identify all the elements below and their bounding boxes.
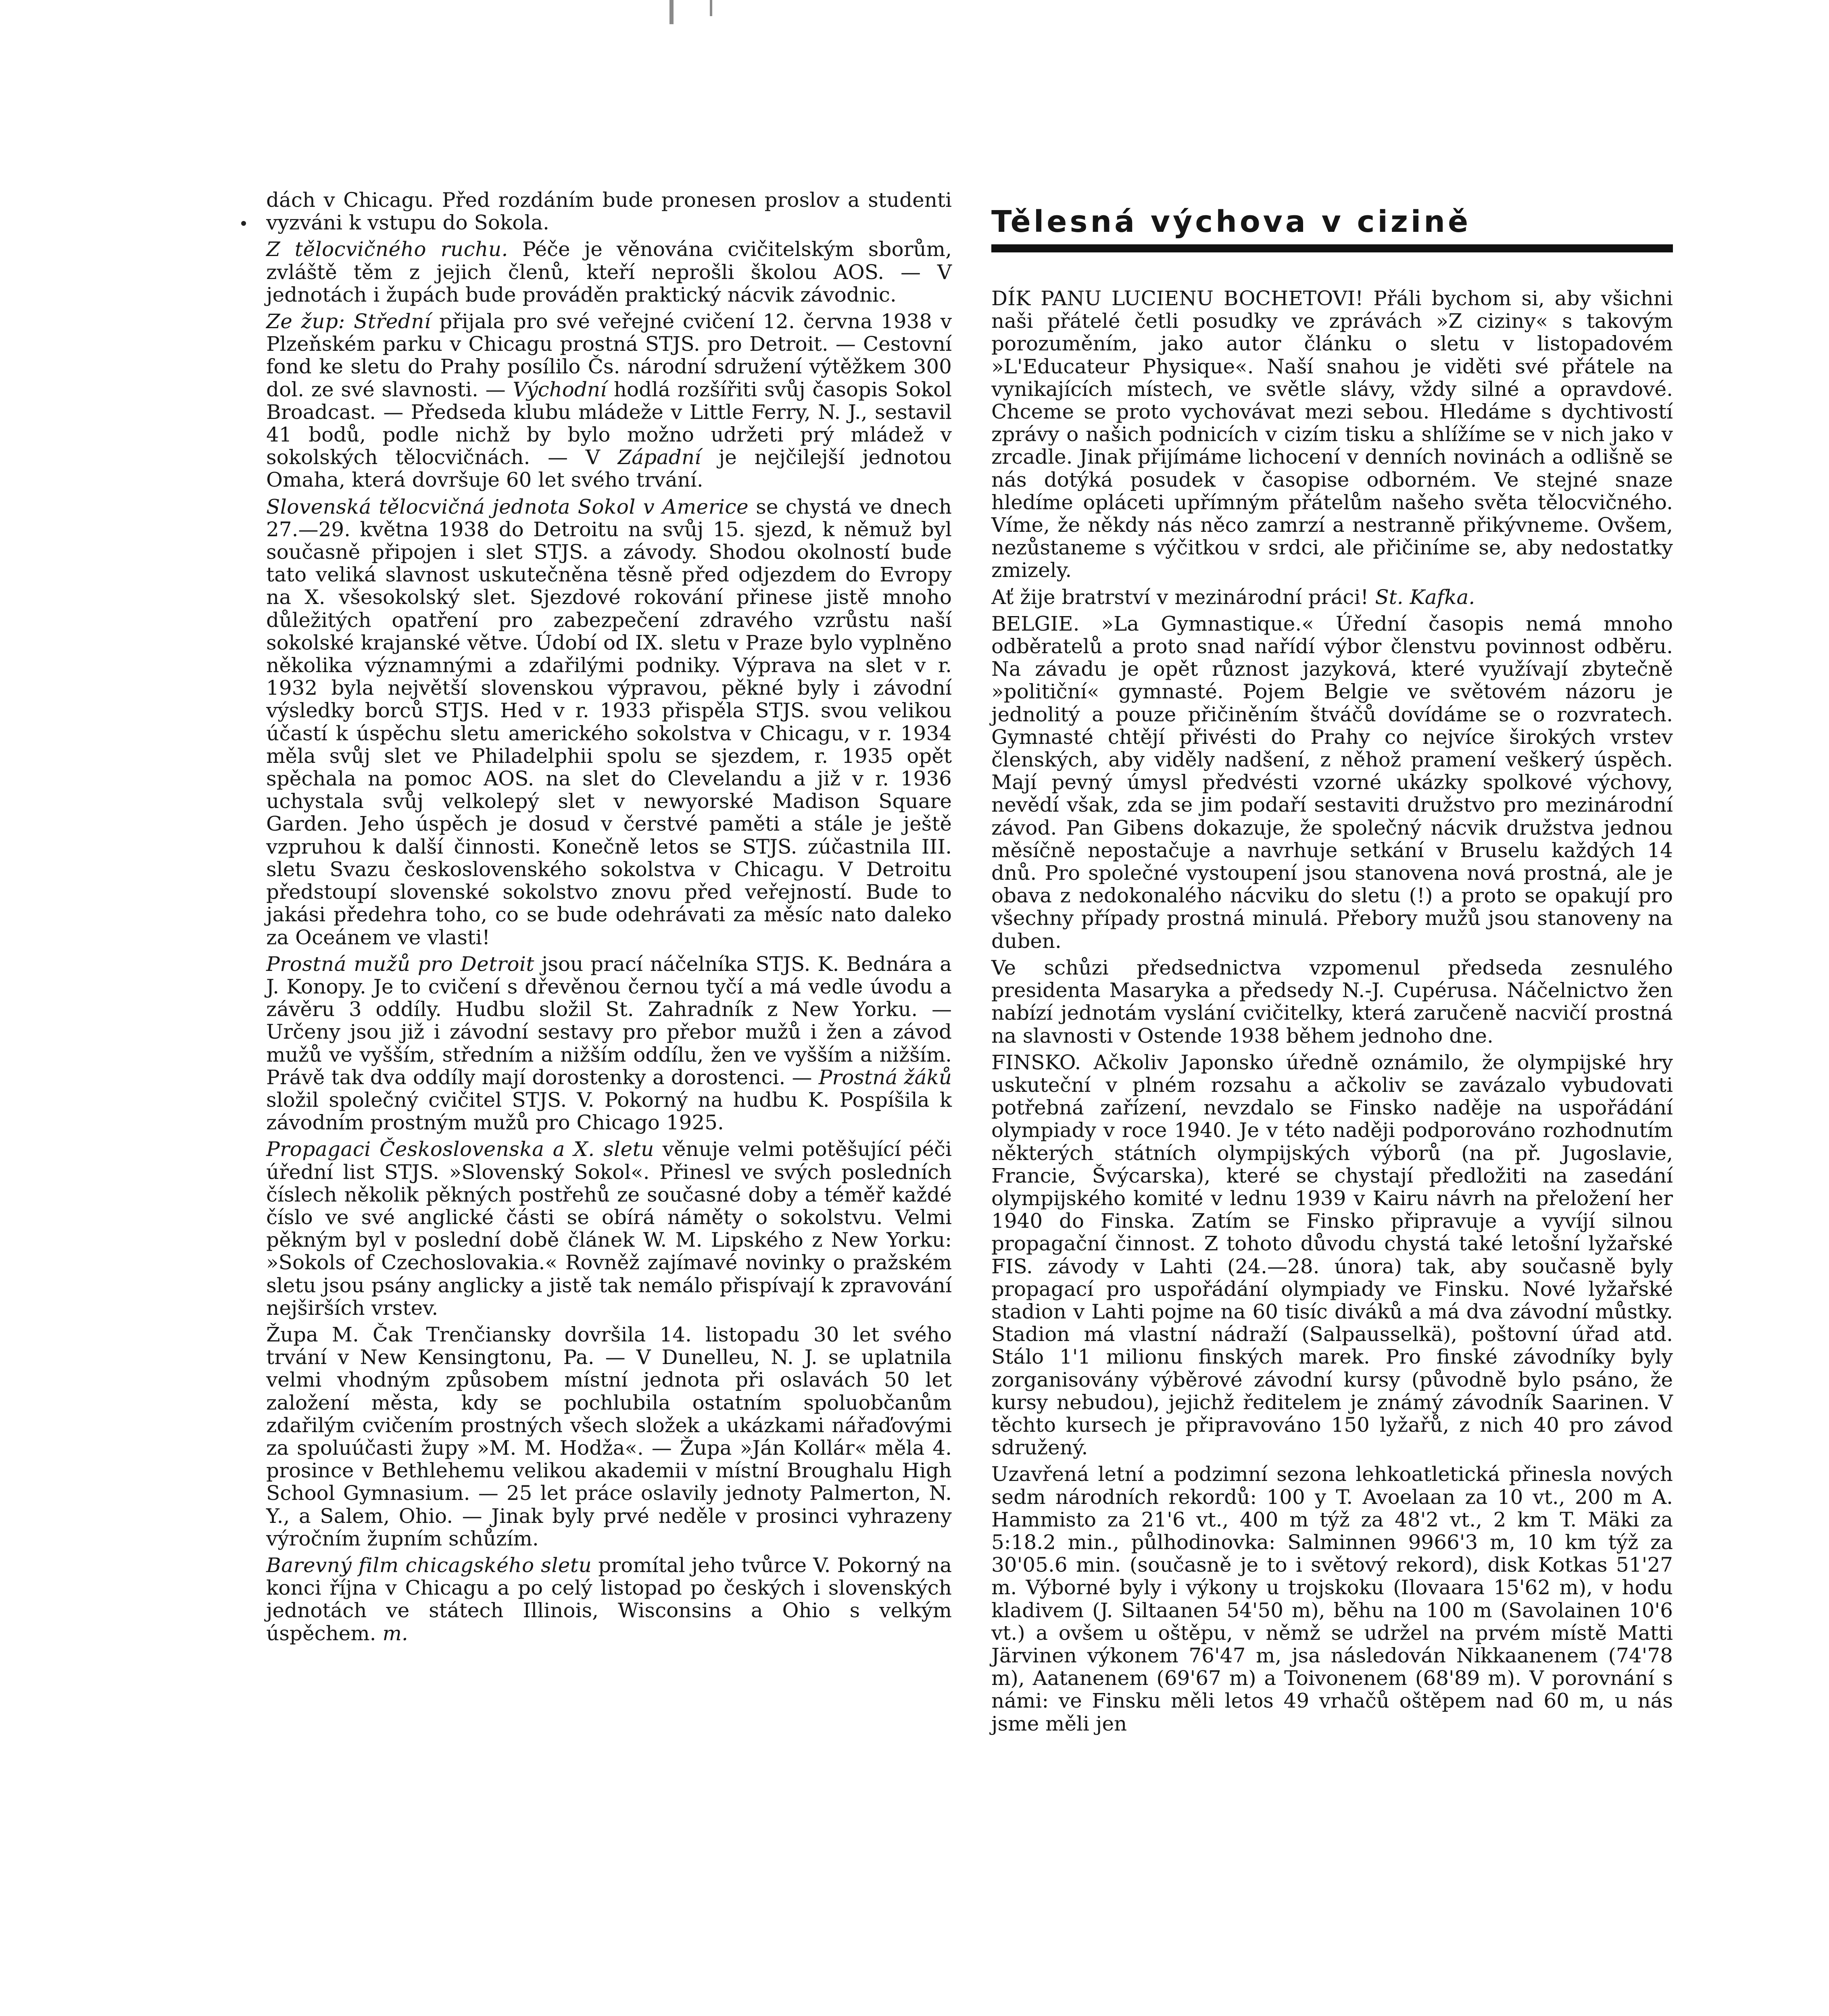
paragraph <box>266 1138 952 1319</box>
paragraph-text: je nejčilejší jednotou Omaha, která dovršuje 60 let svého trvání. <box>266 446 952 492</box>
paragraph-text: Uzavřená letní a podzimní sezona lehkoatletická přinesla nových sedm národních rekordů: 100 y T. Avoelaan za 10 vt., 200 m A. Hammisto za 21'6 vt., 400 m týž za 48'2 vt., 2 km T. Mäki za 5:18.2 min., půlhodinovka: Salminnen 9966'3 m, 10 km týž za 30'05.6 min. (současně je to i světový rekord), disk Kotkas 51'27 m. Výborné byly i výkony u trojskoku (Ilovaara 15'62 m), v hodu kladivem (J. Siltaanen 54'50 m), běhu na 100 m (Savolainen 10'6 vt.) a ovšem u oštěpu, v němž se udržel na prvém místě Matti Järvinen výkonem 76'47 m, jsa následován Nikkaanenem (74'78 m), Aatanenem (69'67 m) a Toivonenem (68'89 m). V porovnání s námi: ve Finsku měli letos 49 vrhačů oštěpem nad 60 m, u nás jsme měli jen <box>991 1462 1673 1735</box>
paragraph <box>991 956 1673 1047</box>
paragraph <box>266 238 952 306</box>
paragraph <box>991 287 1673 582</box>
emphasis: Prostná žáků <box>818 1065 952 1089</box>
fold-mark <box>710 0 712 16</box>
paragraph-lead: Z tělocvičného ruchu. <box>266 237 508 261</box>
paragraph-text: dách v Chicagu. Před rozdáním bude pronesen proslov a studenti vyzváni k vstupu do Sokola. <box>266 188 952 235</box>
emphasis: Západní <box>617 446 701 469</box>
paragraph <box>991 612 1673 952</box>
section-title: Tělesná výchova v cizině <box>991 202 1673 252</box>
paragraph-lead: Propagaci Československa a X. sletu <box>266 1137 654 1161</box>
paragraph-lead: Barevný film chicagského sletu <box>266 1553 592 1577</box>
paragraph-text: složil společný cvičitel STJS. V. Pokorný na hudbu K. Pospíšila k závodním prostným mužů pro Chicago 1925. <box>266 1088 952 1135</box>
paragraph <box>266 496 952 949</box>
paragraph-text: DÍK PANU LUCIENU BOCHETOVI! Přáli bychom si, aby všichni naši přátelé četli posudky ve zprávách »Z ciziny« s takovým porozuměním, jako autor článku o sletu v listopadovém »L'Educateur Physique«. Naší snahou je viděti své přátele na vynikajících místech, ve světle slávy, vždy silné a opravdové. Chceme se proto vychovávat mezi sebou. Hledáme s dychtivostí zprávy o našich podnicích v cizím tisku a shlížíme se v nich jako v zrcadle. Jinak přijímáme lichocení v denních novinách a odlišně se nás dotýká posudek v časopise odborném. Ve stejné snaze hledíme opláceti upřímným přátelům našeho světa tělocvičného. Víme, že někdy nás něco zamrzí a nestranně přikývneme. Ovšem, nezůstaneme s výčitkou v srdci, ale přičiníme se, aby nedostatky zmizely. <box>991 287 1673 582</box>
author-signature: St. Kafka. <box>1375 585 1475 609</box>
paragraph <box>991 586 1673 608</box>
paragraph-text: jsou prací náčelníka STJS. K. Bednára a J. Konopy. Je to cvičení s dřevěnou černou tyčí a má vedle úvodu a závěru 3 oddíly. Hudbu složil St. Zahradník z New Yorku. — Určeny jsou již i závodní sestavy pro přebor mužů i žen a závod mužů ve vyšším, středním a nižším oddílu, žen ve vyšším a nižším. Právě tak dva oddíly mají dorostenky a dorostenci. — <box>266 952 952 1089</box>
paragraph-text: promítal jeho tvůrce V. Pokorný na konci října v Chicagu a po celý listopad po českých i slovenských jednotách ve státech Illinois, Wisconsins a Ohio s velkým úspěchem. <box>266 1553 952 1645</box>
left-column <box>266 189 952 1649</box>
paragraph-text: se chystá ve dnech 27.—29. května 1938 do Detroitu na svůj 15. sjezd, k němuž byl současně připojen i slet STJS. a závody. Shodou okolností bude tato veliká slavnost uskutečněna těsně před odjezdem do Evropy na X. všesokolský slet. Sjezdové rokování přinese jistě mnoho důležitých opatření pro zabezpečení zdravého vzrůstu naší sokolské krajanské větve. Údobí od IX. sletu v Praze bylo vyplněno několika významnými a zdařilými podniky. Výprava na slet v r. 1932 byla největší slovenskou výpravou, pěkné byly i závodní výsledky borců STJS. Hed v r. 1933 přispěla STJS. svou velikou účastí k úspěchu sletu amerického sokolstva v Chicagu, v r. 1934 měla svůj slet ve Philadelphii spolu se sjezdem, r. 1935 opět spěchala na pomoc AOS. na slet do Clevelandu a již v r. 1936 uchystala svůj velkolepý slet v newyorské Madison Square Garden. Jeho úspěch je dosud v čerstvé paměti a stále je ještě vzpruhou k další činnosti. Konečně letos se STJS. zúčastnila III. sletu Svazu československého sokolstva v Chicagu. V Detroitu předstoupí slovenské sokolstvo znovu před veřejností. Bude to jakási předehra toho, co se bude odehrávati za měsíc nato daleko za Oceánem ve vlasti! <box>266 495 952 949</box>
paragraph-lead: Slovenská tělocvičná jednota Sokol v Americe <box>266 495 749 519</box>
paragraph <box>991 1463 1673 1735</box>
paragraph-lead: Ze žup: Střední <box>266 310 431 333</box>
paragraph-text: Ať žije bratrství v mezinárodní práci! <box>991 585 1369 609</box>
paragraph <box>266 310 952 492</box>
emphasis: Východní <box>513 377 607 401</box>
paragraph-text: přijala pro své veřejné cvičení 12. června 1938 v Plzeňském parku v Chicagu prostná STJS. pro Detroit. — Cestovní fond ke sletu do Prahy posílilo Čs. národní sdružení výtěžkem 300 dol. ze své slavnosti. — <box>266 310 952 401</box>
paragraph <box>266 953 952 1134</box>
paragraph <box>266 189 952 234</box>
author-signature: m. <box>382 1621 408 1645</box>
margin-speck <box>241 221 246 226</box>
paragraph-text: FINSKO. Ačkoliv Japonsko úředně oznámilo, že olympijské hry uskuteční v plném rozsahu a ačkoliv se zavázalo vybudovati potřebná zařízení, nevzdalo se Finsko naděje na uspořádání olympiady v roce 1940. Je v této naději podporováno rozhodnutím některých státních olympijských výborů (na př. Jugoslavie, Francie, Švýcarska), které se chystají předložiti na zasedání olympijského komité v lednu 1939 v Kairu návrh na přeložení her 1940 do Finska. Zatím se Finsko připravuje a vyvíjí silnou propagační činnost. Z tohoto důvodu chystá také letošní lyžařské FIS. závody v Lahti (24.—28. února) tak, aby současně byly propagací pro uspořádání olympiady ve Finsku. Nové lyžařské stadion v Lahti pojme na 60 tisíc diváků a má dva závodní můstky. Stadion má vlastní nádraží (Salpausselkä), poštovní úřad atd. Stálo 1'1 milionu finských marek. Pro finské závodníky byly zorganisovány výběrové závodní kursy (původně bylo psáno, že kursy nebudou), jejichž ředitelem je známý závodník Saarinen. V těchto kursech je připravováno 150 lyžařů, z nich 40 pro závod sdružený. <box>991 1050 1673 1460</box>
paragraph <box>266 1554 952 1645</box>
paragraph-text: Župa M. Čak Trenčiansky dovršila 14. listopadu 30 let svého trvání v New Kensingtonu, Pa. — V Dunelleu, N. J. se uplatnila velmi vhodným způsobem místní jednota při oslavách 50 let založení města, kdy se pochlubila ostatním spoluobčanům zdařilým cvičením prostných všech složek a ukázkami nářaďovými za spoluúčasti župy »M. M. Hodža«. — Župa »Ján Kollár« měla 4. prosince v Bethlehemu velikou akademii v místní Broughalu High School Gymnasium. — 25 let práce oslavily jednoty Palmerton, N. Y., a Salem, Ohio. — Jinak byly prvé neděle v prosinci vyhrazeny výročním župním schůzím. <box>266 1322 952 1550</box>
paragraph-text: Péče je věnována cvičitelským sborům, zvláště těm z jejich členů, kteří neprošli školou AOS. — V jednotách i župách bude prováděn praktický nácvik závodnic. <box>266 237 952 306</box>
fold-mark <box>669 0 674 24</box>
paragraph-text: BELGIE. »La Gymnastique.« Úřední časopis nemá mnoho odběratelů a proto snad nařídí výbor členstvu povinnost odběru. Na závadu je opět různost jazyková, které využívají zbytečně »političní« gymnasté. Pojem Belgie ve světovém názoru je jednolitý a pouze přičiněním štváčů dovídáme se o rozvratech. Gymnasté chtějí přivésti do Prahy co nejvíce širokých vrstev členských, aby viděly nadšení, z něhož pramení veškerý úspěch. Mají pevný úmysl předvésti vzorné ukázky spolkové výchovy, nevědí však, zda se jim podaří sestaviti družstvo pro mezinárodní závod. Pan Gibens dokazuje, že společný nácvik družstva jednou měsíčně nepostačuje a navrhuje setkání v Bruselu každých 14 dnů. Pro společné vystoupení jsou stanovena nová prostná, ale je obava z nedokonalého nácviku do sletu (!) a proto se opakují pro všechny případy prostná minulá. Přebory mužů jsou stanoveny na duben. <box>991 612 1673 953</box>
paragraph-text: věnuje velmi potěšující péči úřední list STJS. »Slovenský Sokol«. Přinesl ve svých posledních číslech několik pěkných postřehů ze současné doby a téměř každé číslo ve své anglické části se obírá náměty o sokolstvu. Velmi pěkným byl v poslední době článek W. M. Lipského z New Yorku: »Sokols of Czechoslovakia.« Rovněž zajímavé novinky o pražském sletu jsou psány anglicky a jistě tak nemálo přispívají k zpravování nejširších vrstev. <box>266 1137 952 1320</box>
paragraph-text: hodlá rozšířiti svůj časopis Sokol Broadcast. — Předseda klubu mládeže v Little Ferry, N. J., sestavil 41 bodů, podle nichž by bylo možno udržeti prý mládež v sokolských tělocvičnách. — V <box>266 377 952 469</box>
paragraph-lead: Prostná mužů pro Detroit <box>266 952 534 976</box>
paragraph-text: Ve schůzi předsednictva vzpomenul předseda zesnulého presidenta Masaryka a předsedy N.-J. Cupérusa. Náčelnictvo žen nabízí jednotám vyslání cvičitelky, která zaručeně nacvičí prostná na slavnosti v Ostende 1938 během jednoho dne. <box>991 956 1673 1048</box>
paragraph <box>266 1323 952 1550</box>
paragraph <box>991 1051 1673 1459</box>
right-column <box>991 287 1673 1739</box>
